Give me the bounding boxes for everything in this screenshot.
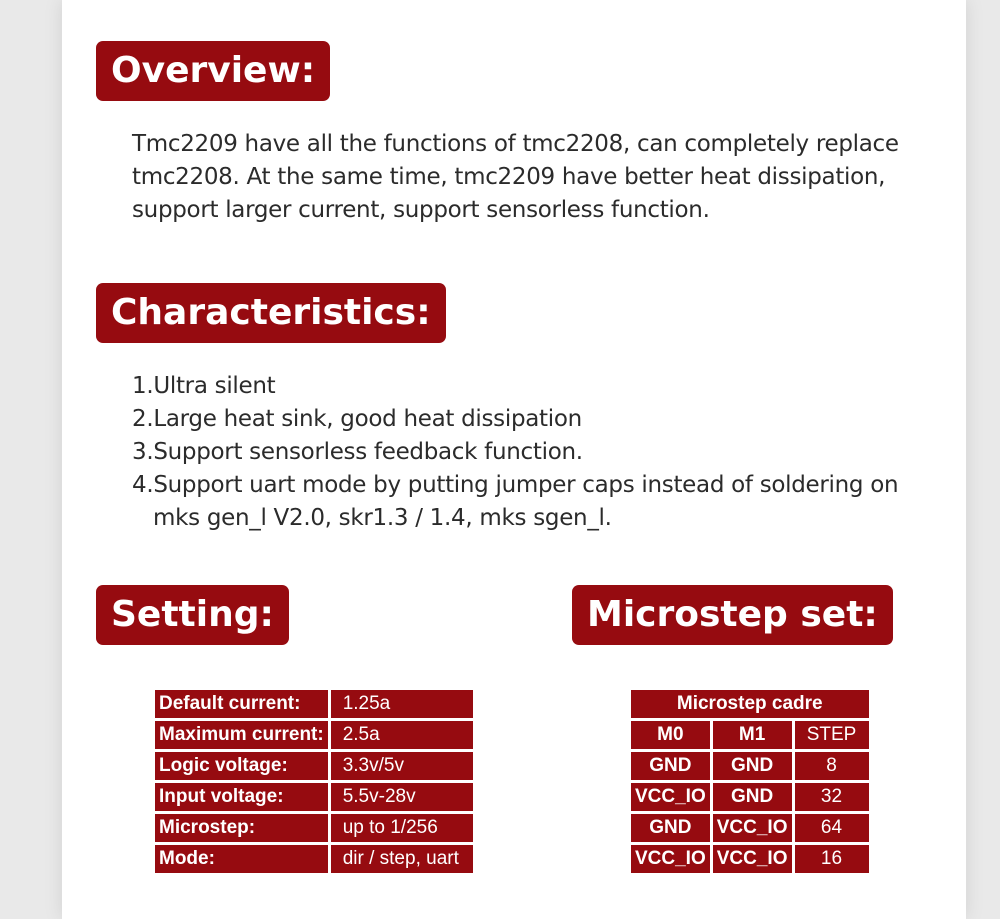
setting-key: Default current: [155, 690, 328, 718]
table-row [155, 752, 473, 780]
list-item: 1.Ultra silent [132, 373, 276, 399]
m1-cell: VCC_IO [713, 845, 792, 873]
m1-cell: VCC_IO [713, 814, 792, 842]
setting-key: Maximum current: [155, 721, 328, 749]
table-row [155, 845, 473, 873]
column-header-m0: M0 [631, 721, 710, 749]
table-header-row [631, 721, 869, 749]
setting-table [152, 687, 476, 876]
table-row [631, 783, 869, 811]
table-row [155, 814, 473, 842]
setting-key: Logic voltage: [155, 752, 328, 780]
microstep-heading: Microstep set: [572, 585, 893, 645]
microstep-table [628, 687, 872, 876]
microstep-table-title: Microstep cadre [631, 690, 869, 718]
table-row [631, 845, 869, 873]
table-row [631, 814, 869, 842]
characteristics-heading: Characteristics: [96, 283, 446, 343]
step-cell: 32 [795, 783, 869, 811]
m1-cell: GND [713, 752, 792, 780]
setting-key: Microstep: [155, 814, 328, 842]
setting-value: 3.3v/5v [331, 752, 473, 780]
table-row [631, 690, 869, 718]
setting-value: 5.5v-28v [331, 783, 473, 811]
m0-cell: GND [631, 752, 710, 780]
setting-key: Mode: [155, 845, 328, 873]
m0-cell: VCC_IO [631, 783, 710, 811]
setting-value: 1.25a [331, 690, 473, 718]
list-item: 4.Support uart mode by putting jumper caps instead of soldering on mks gen_l V2.0, skr1.3 / 1.4, mks sgen_l. [132, 472, 899, 531]
list-item: 2.Large heat sink, good heat dissipation [132, 406, 582, 432]
step-cell: 64 [795, 814, 869, 842]
characteristics-list [132, 370, 922, 535]
table-row [155, 721, 473, 749]
table-row [631, 752, 869, 780]
column-header-step: STEP [795, 721, 869, 749]
setting-key: Input voltage: [155, 783, 328, 811]
setting-value: 2.5a [331, 721, 473, 749]
setting-value: dir / step, uart [331, 845, 473, 873]
column-header-m1: M1 [713, 721, 792, 749]
m0-cell: GND [631, 814, 710, 842]
table-row [155, 690, 473, 718]
setting-heading: Setting: [96, 585, 289, 645]
overview-heading: Overview: [96, 41, 330, 101]
step-cell: 8 [795, 752, 869, 780]
m1-cell: GND [713, 783, 792, 811]
list-item: 3.Support sensorless feedback function. [132, 439, 583, 465]
step-cell: 16 [795, 845, 869, 873]
table-row [155, 783, 473, 811]
setting-value: up to 1/256 [331, 814, 473, 842]
overview-text: Tmc2209 have all the functions of tmc2208, can completely replace tmc2208. At the same time, tmc2209 have better heat dissipation, support larger current, support sensorless function. [132, 131, 899, 223]
m0-cell: VCC_IO [631, 845, 710, 873]
